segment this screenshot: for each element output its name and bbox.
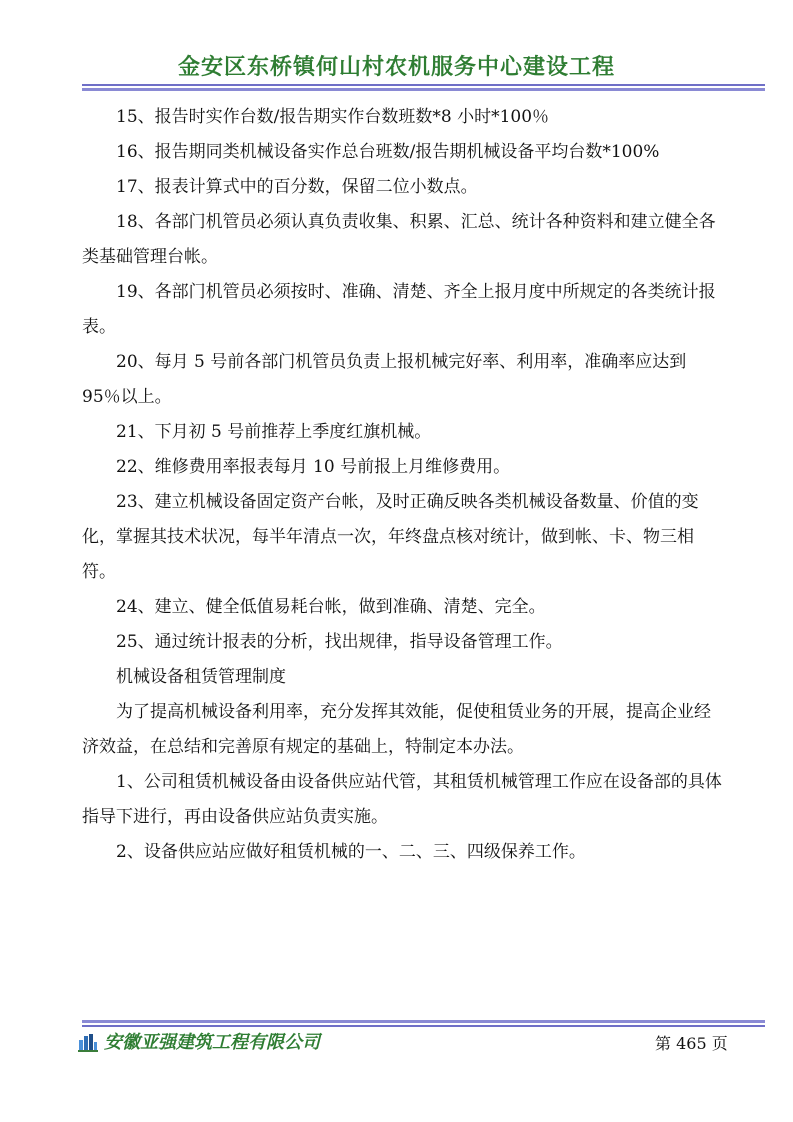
paragraph-23: 23、建立机械设备固定资产台帐，及时正确反映各类机械设备数量、价值的变化，掌握其技术状况，每半年清点一次，年终盘点核对统计，做到帐、卡、物三相符。 bbox=[82, 492, 699, 582]
footer-rule-thick bbox=[82, 1020, 765, 1023]
section-heading: 机械设备租赁管理制度 bbox=[116, 667, 286, 687]
paragraph-25: 25、通过统计报表的分析，找出规律，指导设备管理工作。 bbox=[116, 632, 563, 652]
paragraph-16: 16、报告期同类机械设备实作总台班数/报告期机械设备平均台数*100% bbox=[116, 142, 660, 162]
document-body bbox=[82, 100, 722, 870]
footer-rule-thin bbox=[82, 1025, 765, 1027]
paragraph-rule-2: 2、设备供应站应做好租赁机械的一、二、三、四级保养工作。 bbox=[116, 842, 586, 862]
paragraph-22: 22、维修费用率报表每月 10 号前报上月维修费用。 bbox=[116, 457, 511, 477]
paragraph-intro: 为了提高机械设备利用率，充分发挥其效能，促使租赁业务的开展，提高企业经济效益，在总结和完善原有规定的基础上，特制定本办法。 bbox=[82, 702, 711, 757]
footer-page-number: 第 465 页 bbox=[655, 1034, 728, 1053]
footer-company-name: 安徽亚强建筑工程有限公司 bbox=[104, 1032, 320, 1053]
document-header-title: 金安区东桥镇何山村农机服务中心建设工程 bbox=[177, 55, 615, 80]
paragraph-17: 17、报表计算式中的百分数，保留二位小数点。 bbox=[116, 177, 478, 197]
paragraph-20: 20、每月 5 号前各部门机管员负责上报机械完好率、利用率，准确率应达到 95％以上。 bbox=[82, 352, 687, 407]
footer-company bbox=[82, 1030, 320, 1056]
paragraph-18: 18、各部门机管员必须认真负责收集、积累、汇总、统计各种资料和建立健全各类基础管理台帐。 bbox=[82, 212, 716, 267]
building-logo-icon bbox=[78, 1034, 98, 1052]
paragraph-24: 24、建立、健全低值易耗台帐，做到准确、清楚、完全。 bbox=[116, 597, 546, 617]
paragraph-15: 15、报告时实作台数/报告期实作台数班数*8 小时*100％ bbox=[116, 107, 550, 127]
paragraph-19: 19、各部门机管员必须按时、准确、清楚、齐全上报月度中所规定的各类统计报表。 bbox=[82, 282, 716, 337]
paragraph-21: 21、下月初 5 号前推荐上季度红旗机械。 bbox=[116, 422, 432, 442]
header-rule-thin bbox=[82, 84, 765, 86]
paragraph-rule-1: 1、公司租赁机械设备由设备供应站代管，其租赁机械管理工作应在设备部的具体指导下进行，再由设备供应站负责实施。 bbox=[82, 772, 722, 827]
header-rule-thick bbox=[82, 88, 765, 91]
